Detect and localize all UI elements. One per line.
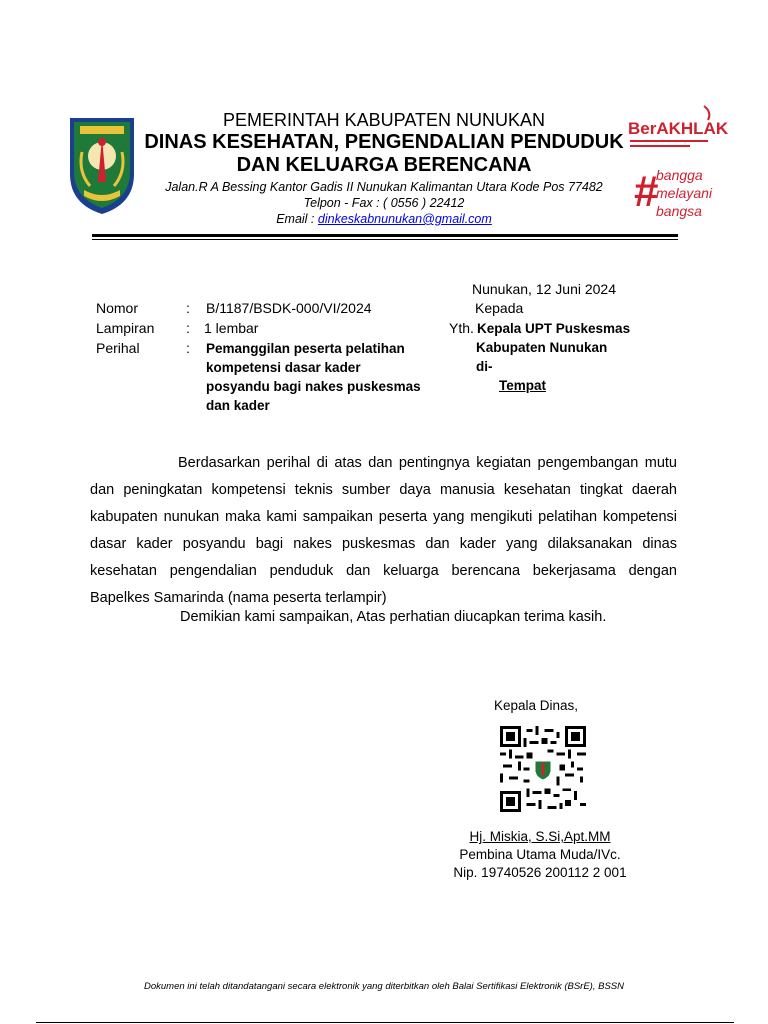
signature-block xyxy=(430,828,650,882)
signatory-rank: Pembina Utama Muda/IVc. xyxy=(459,847,621,862)
recipient-name-line2: Kabupaten Nunukan xyxy=(476,340,608,355)
address: Jalan.R A Bessing Kantor Gadis II Nunukan Kalimantan Utara Kode Pos 77482 xyxy=(165,180,603,194)
signatory-name: Hj. Miskia, S.Si,Apt.MM xyxy=(469,829,611,844)
email-label: Email : xyxy=(276,212,318,226)
bangga-melayani-bangsa-logo xyxy=(628,160,714,224)
gov-name: PEMERINTAH KABUPATEN NUNUKAN xyxy=(222,110,546,130)
header-divider-thin xyxy=(92,239,678,240)
email-link[interactable]: dinkeskabnunukan@gmail.com xyxy=(317,212,492,226)
bangga-logo-line-2: melayani xyxy=(656,185,713,201)
signatory-nip: Nip. 19740526 200112 2 001 xyxy=(453,865,627,880)
nomor-colon: : xyxy=(186,300,190,316)
agency-name-line1: DINAS KESEHATAN, PENGENDALIAN PENDUDUK xyxy=(144,131,624,153)
body-paragraph: Berdasarkan perihal di atas dan pentingnya kegiatan pengembangan mutu dan peningkatan kompetensi teknis sumber daya manusia kesehatan tingkat daerah kabupaten nunukan maka kami sampaikan peserta yang mengikuti pelatihan kompetensi dasar kader posyandu bagi nakes puskesmas dan kader yang dilaksanakan dinas kesehatan pengendalian penduduk dan keluarga berencana bekerjasama dengan Bapelkes Samarinda (nama peserta terlampir) xyxy=(90,455,677,606)
recipient-tempat: Tempat xyxy=(499,378,547,393)
kepada-label: Kepada xyxy=(475,300,524,316)
footer-divider xyxy=(36,1022,734,1023)
agency-name-line2: DAN KELUARGA BERENCANA xyxy=(236,154,532,176)
bangga-logo-line-3: bangsa xyxy=(656,203,702,219)
recipient-di: di- xyxy=(476,359,493,374)
nomor-label: Nomor xyxy=(96,300,139,316)
lampiran-colon: : xyxy=(186,320,190,336)
bangga-logo-line-1: bangga xyxy=(656,167,703,183)
qr-code-icon xyxy=(500,726,586,812)
perihal-label: Perihal xyxy=(96,340,140,356)
recipient-name-line1: Kepala UPT Puskesmas xyxy=(477,321,631,336)
perihal-colon: : xyxy=(186,340,190,356)
header-divider-thick xyxy=(92,234,678,237)
svg-text:#: # xyxy=(634,167,659,216)
lampiran-value: 1 lembar xyxy=(204,320,259,336)
nomor-value: B/1187/BSDK-000/VI/2024 xyxy=(206,300,372,316)
berakhlak-logo xyxy=(628,102,729,154)
yth-label: Yth. xyxy=(449,320,474,336)
closing-sentence: Demikian kami sampaikan, Atas perhatian diucapkan terima kasih. xyxy=(180,609,607,625)
berakhlak-logo-text: BerAKHLAK xyxy=(628,119,729,138)
esign-footer-note: Dokumen ini telah ditandatangani secara elektronik yang diterbitkan oleh Balai Sertifikasi Elektronik (BSrE), BSSN xyxy=(144,981,624,992)
perihal-value: Pemanggilan peserta pelatihan kompetensi dasar kader posyandu bagi nakes puskesmas dan kader xyxy=(206,341,421,413)
phone: Telpon - Fax : ( 0556 ) 22412 xyxy=(303,196,465,210)
lampiran-label: Lampiran xyxy=(96,320,155,336)
signatory-title: Kepala Dinas, xyxy=(494,698,579,713)
place-date: Nunukan, 12 Juni 2024 xyxy=(472,281,616,297)
letter-body xyxy=(90,450,677,612)
